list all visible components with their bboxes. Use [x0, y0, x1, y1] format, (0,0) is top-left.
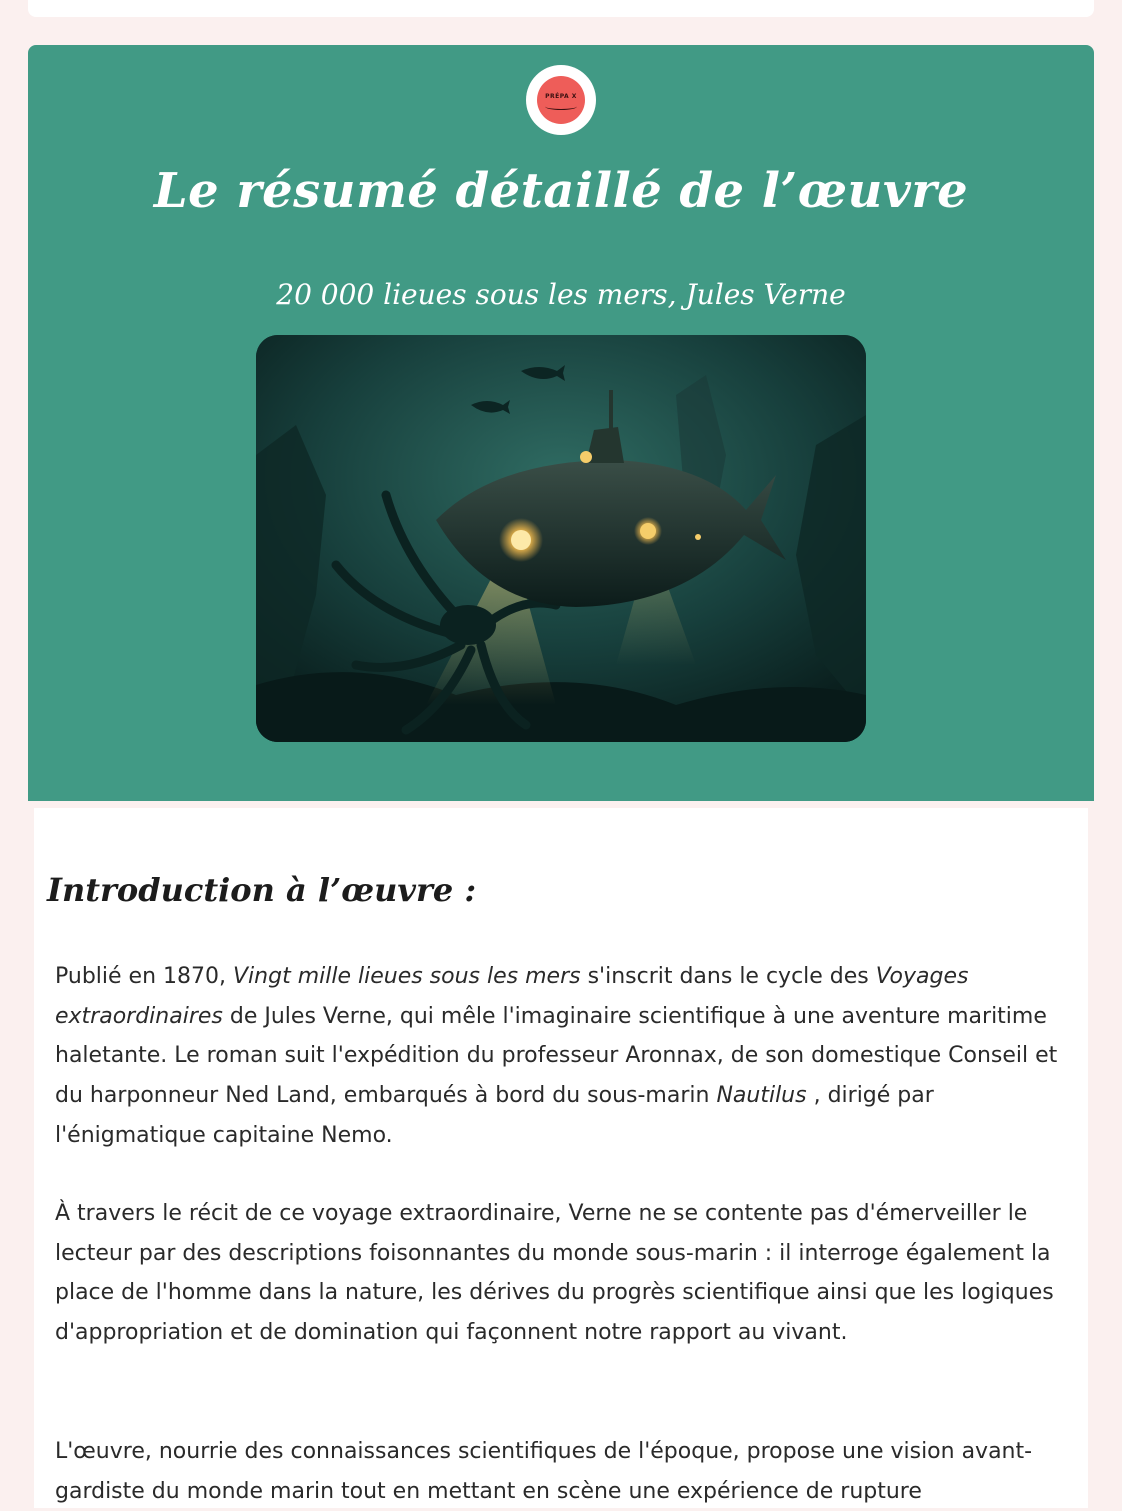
text-span: , dirigé par l'énigmatique capitaine Nemo.	[55, 1083, 934, 1148]
book-title-emphasis: Vingt mille lieues sous les mers	[233, 964, 581, 989]
text-span: s'inscrit dans le cycle des	[580, 964, 876, 989]
logo-badge	[537, 76, 585, 124]
intro-paragraph-2: À travers le récit de ce voyage extraordinaire, Verne ne se contente pas d'émerveiller le lecteur par des descriptions foisonnantes du monde sous-marin : il interroge également la place de l'homme dans la nature, les dérives du progrès scientifique ainsi que les logiques d'appropriation et de domination qui façonnent notre rapport au vivant.	[55, 1201, 1054, 1346]
submarine-name-emphasis: Nautilus	[716, 1083, 807, 1109]
top-card	[28, 0, 1094, 17]
nautilus-illustration-svg	[256, 335, 866, 742]
logo-swoosh	[545, 103, 577, 110]
section-heading-introduction: Introduction à l’œuvre :	[47, 871, 477, 909]
nautilus-illustration	[256, 335, 866, 742]
text-span: Publié en 1870,	[55, 964, 233, 989]
content-card	[34, 808, 1088, 1508]
page-subtitle: 20 000 lieues sous les mers, Jules Verne	[276, 278, 846, 311]
intro-paragraph-1	[55, 957, 1070, 1156]
series-title-emphasis: Voyages extraordinaires	[55, 964, 969, 1029]
page-title: Le résumé détaillé de l’œuvre	[153, 163, 969, 219]
intro-paragraph-3: L'œuvre, nourrie des connaissances scientifiques de l'époque, propose une vision avant-gardiste du monde marin tout en mettant en scène une expérience de rupture	[55, 1439, 1033, 1504]
brand-logo[interactable]	[526, 65, 596, 135]
hero-banner	[28, 45, 1094, 801]
text-span: de Jules Verne, qui mêle l'imaginaire scientifique à une aventure maritime haletante. Le roman suit l'expédition du professeur Aronnax, de son domestique Conseil et du harponneur Ned Land, embarqués à bord du sous-marin	[55, 1003, 1058, 1109]
logo-text: PRÉPA X	[545, 93, 577, 100]
